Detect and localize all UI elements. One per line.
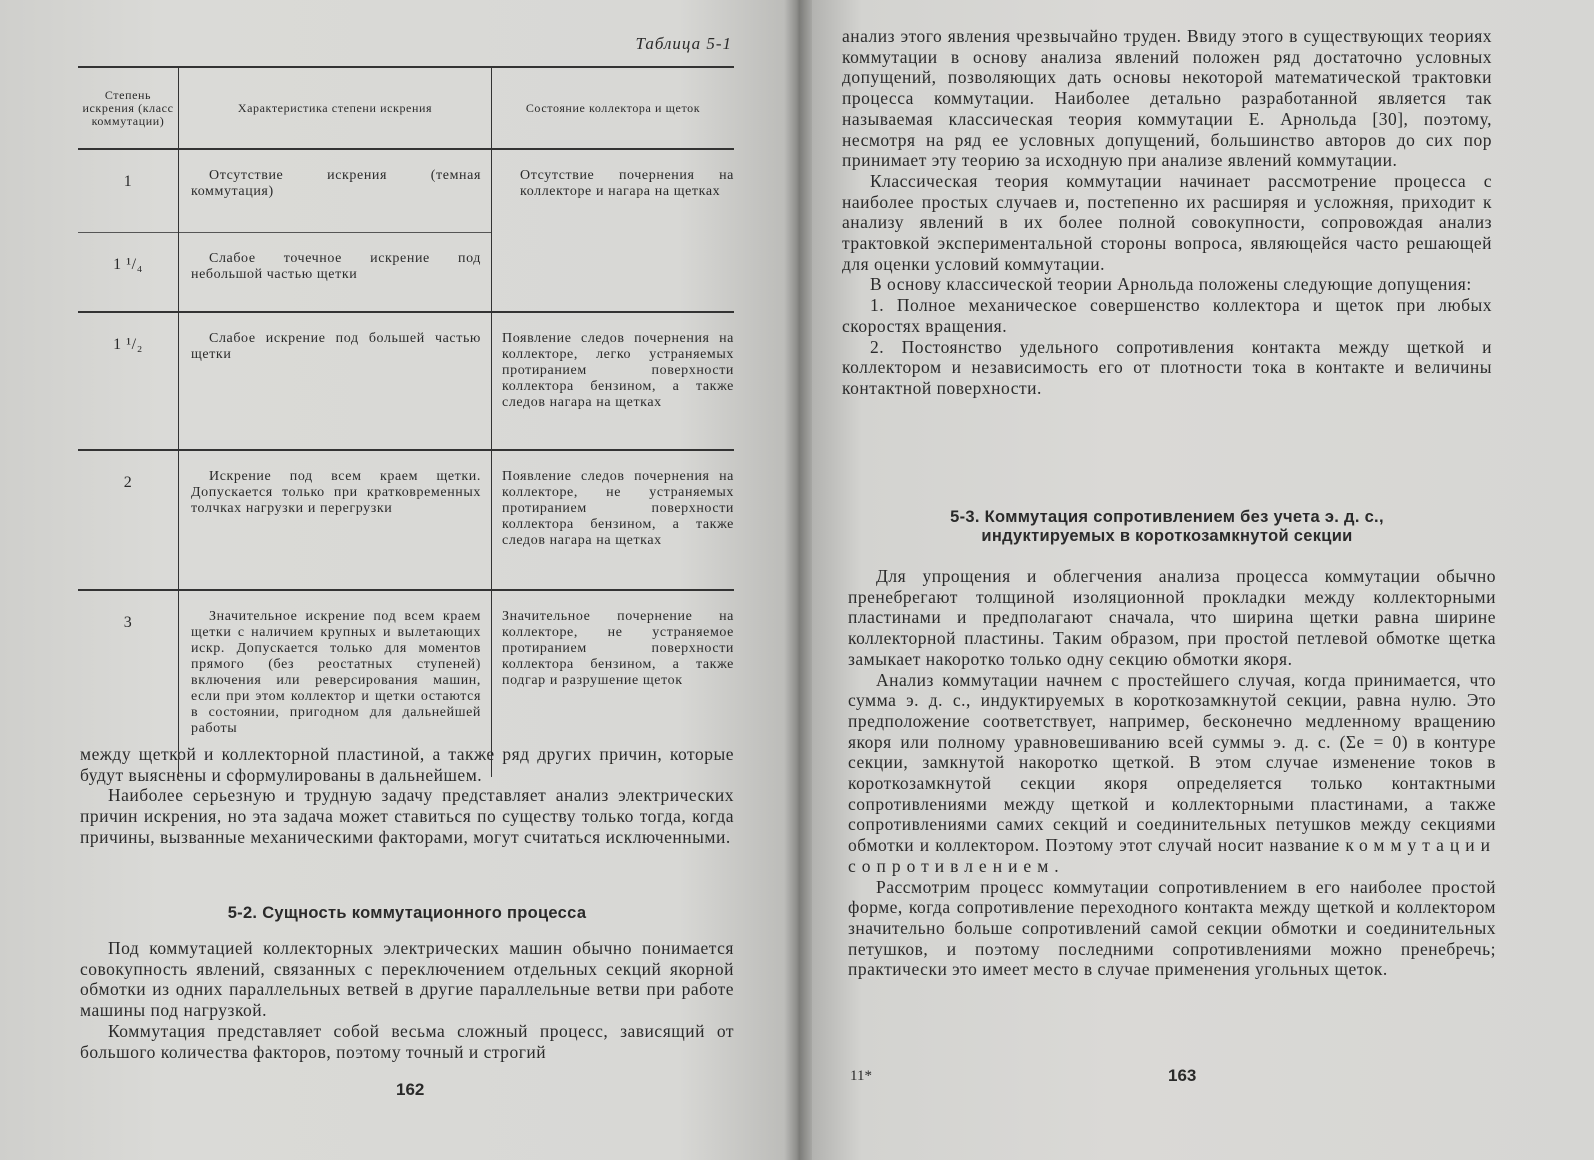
- page-number-left: 162: [396, 1080, 425, 1099]
- paragraph: Коммутация представляет собой весьма сложный процесс, зависящий от большого количества факторов, поэтому точный и строгий: [80, 1020, 734, 1062]
- paragraph-text: Анализ коммутации начнем с простейшего случая, когда принимается, что сумма э. д. с., индуктируемых в короткозамкнутой секции, равна нулю. Это предположение соответствует, например, бесконечно медленному вращению якоря или полному уравновешиванию всей суммы э. д. с. (Σe = 0) в контуре секции, замкнутой накоротко щеткой. В этом случае изменение токов в короткозамкнутой секции якоря определяется только контактными сопротивлениями между щеткой и коллекторными пластинами, а также сопротивлениями самих секций и соединительных петушков между секциями обмотки и коллектором. Поэтому этот случай носит название: [848, 669, 1496, 856]
- table-header-state: Состояние коллектора и щеток: [525, 100, 701, 115]
- left-body-bottom: [80, 938, 734, 1062]
- table-cell-state: Отсутствие почернения на коллекторе и нагара на щетках: [520, 168, 734, 199]
- page-number-right: 163: [1168, 1066, 1197, 1085]
- table-cell-state: Появление следов почернения на коллекторе, легко устраняемых протиранием поверхности коллектора бензином, а также следов нагара на щетках: [502, 331, 734, 410]
- section-heading-5-3: [842, 508, 1492, 546]
- section-heading-5-2: 5-2. Сущность коммутационного процесса: [227, 904, 587, 922]
- table-row: [78, 450, 734, 590]
- table-header-row: [78, 67, 734, 149]
- table-header-characteristic: Характеристика степени искрения: [179, 67, 492, 149]
- section-heading-line: 5-3. Коммутация сопротивлением без учета э. д. с.,: [950, 508, 1384, 526]
- table-caption: Таблица 5-1: [635, 34, 732, 53]
- table-row: [78, 149, 734, 233]
- spaced-term: коммутации сопротивлением.: [848, 835, 1496, 876]
- sparking-table: [78, 66, 734, 777]
- paragraph: Рассмотрим процесс коммутации сопротивлением в его наиболее простой форме, когда сопротивление переходного контакта между щеткой и коллектором значительно больше сопротивлений самой секции обмотки и соединительных петушков, и поэтому последними сопротивлениями можно пренебречь; практически это имеет место в случае применения угольных щеток.: [848, 876, 1496, 980]
- book-gutter: [784, 0, 812, 1160]
- table-cell-description: Отсутствие искрения (темная коммутация): [179, 149, 492, 233]
- paragraph: между щеткой и коллекторной пластиной, а также ряд других причин, которые будут выяснены и сформулированы в дальнейшем.: [80, 744, 734, 785]
- table-row: [78, 312, 734, 450]
- table-cell-degree: 3: [78, 590, 179, 777]
- paragraph: Классическая теория коммутации начинает рассмотрение процесса с наиболее простых случаев и, постепенно их расширяя и усложняя, приходит к анализу явлений в их более полной совокупности, сопровождая анализ трактовкой экспериментальной стороны вопроса, являющейся часто решающей для оценки условий коммутации.: [842, 170, 1492, 274]
- paragraph: [848, 670, 1496, 877]
- right-body-top: [842, 26, 1492, 399]
- signature-mark: 11*: [850, 1068, 872, 1084]
- table-cell-degree: 1 ¹/₂: [78, 312, 179, 450]
- table-cell-description: Слабое точечное искрение под небольшой частью щетки: [179, 233, 492, 313]
- table-cell-degree: 1: [78, 149, 179, 233]
- table-cell-state: Появление следов почернения на коллекторе, не устраняемых протиранием поверхности коллектора бензином, а также следов нагара на щетках: [502, 469, 734, 548]
- table-header-degree: Степень искрения (класс коммутации): [78, 67, 179, 149]
- table-cell-degree: 1 ¹/₄: [78, 233, 179, 313]
- paragraph: 1. Полное механическое совершенство коллектора и щеток при любых скоростях вращения.: [842, 295, 1492, 336]
- table-cell-state: Значительное почернение на коллекторе, не устраняемое протиранием поверхности коллектора бензином, а также подгар и разрушение щеток: [502, 609, 734, 688]
- paragraph: Для упрощения и облегчения анализа процесса коммутации обычно пренебрегают толщиной изоляционной прокладки между коллекторными пластинами и предполагают сначала, что ширина щетки равна ширине коллекторной пластины. Таким образом, при простой петлевой обмотке щетка замыкает накоротко только одну секцию обмотки якоря.: [848, 566, 1496, 669]
- table-cell-description: Слабое искрение под большей частью щетки: [179, 312, 492, 450]
- paragraph: Наиболее серьезную и трудную задачу представляет анализ электрических причин искрения, но эта задача может ставиться по существу только тогда, когда причины, вызванные механическими факторами, могут считаться исключенными.: [80, 785, 734, 847]
- table-cell-description: Искрение под всем краем щетки. Допускается только при кратковременных толчках нагрузки и перегрузки: [179, 450, 492, 590]
- table-cell-degree: 2: [78, 450, 179, 590]
- paragraph: В основу классической теории Арнольда положены следующие допущения:: [870, 274, 1472, 295]
- right-page: [798, 0, 1594, 1160]
- paragraph: Под коммутацией коллекторных электрических машин обычно понимается совокупность явлений, связанных с переключением отдельных секций якорной обмотки из одних параллельных ветвей в другие параллельные ветви при работе машины под нагрузкой.: [80, 938, 734, 1021]
- section-heading-line: индуктируемых в короткозамкнутой секции: [981, 527, 1353, 545]
- left-body-top: [80, 744, 734, 848]
- table-cell-description: Значительное искрение под всем краем щетки с наличием крупных и вылетающих искр. Допускается только для моментов прямого (без реостатных ступеней) включения или реверсирования машин, если при этом коллектор и щетки остаются в состоянии, пригодном для дальнейшей работы: [179, 590, 492, 777]
- paragraph: анализ этого явления чрезвычайно труден. Ввиду этого в существующих теориях коммутации в основу анализа явлений положен ряд достаточно условных допущений, позволяющих дать основы некоторой математической трактовки процесса коммутации. Наиболее детально разработанной является так называемая классическая теория коммутации Е. Арнольда [30], поэтому, несмотря на ряд ее условных допущений, большинство авторов до сих пор принимает эту теорию за исходную при анализе явлений коммутации.: [842, 26, 1492, 171]
- paragraph: 2. Постоянство удельного сопротивления контакта между щеткой и коллектором и независимость его от плотности тока в контакте и величины контактной поверхности.: [842, 336, 1492, 398]
- right-body-bottom: [848, 566, 1496, 980]
